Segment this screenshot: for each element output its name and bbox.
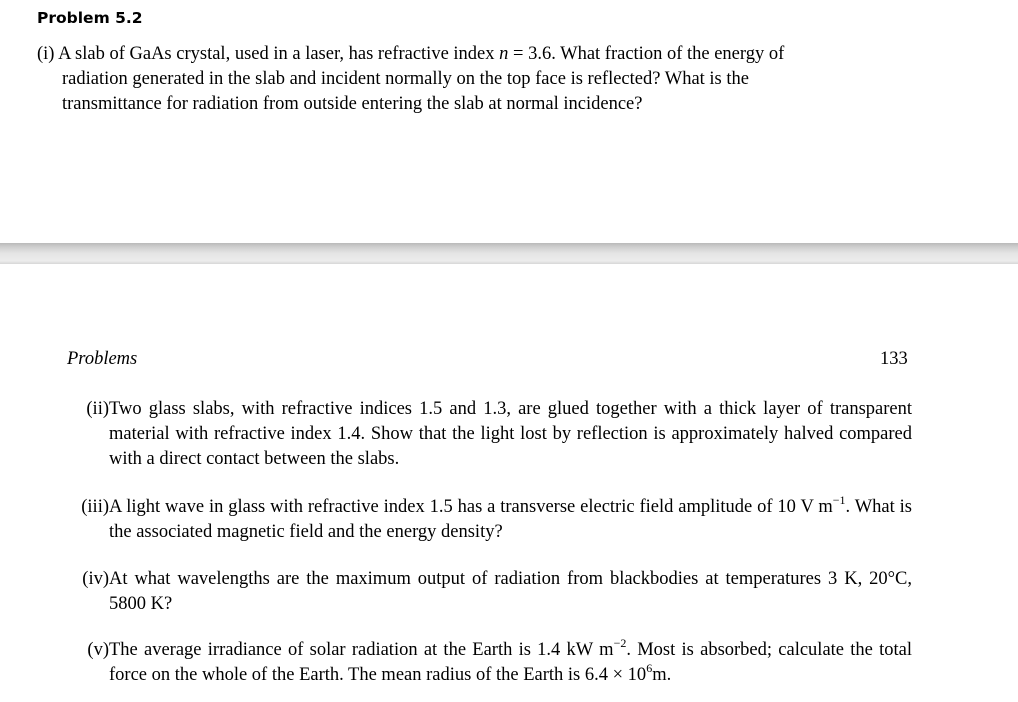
- item-text-b: . Most is absorbed; calculate the total force on the whole of the Earth. The mean radius of the Earth is 6.4 × 10: [109, 640, 912, 685]
- part-i-n-value: = 3.6. What fraction of the energy of: [508, 44, 785, 64]
- running-head: Problems: [67, 349, 138, 369]
- part-i-line1: A slab of GaAs crystal, used in a laser, has refractive index: [58, 44, 500, 64]
- item-text: At what wavelengths are the maximum output of radiation from blackbodies at temperatures 3 K, 20°C, 5800 K?: [109, 569, 912, 614]
- part-i-line3: transmittance for radiation from outside entering the slab at normal incidence?: [62, 94, 643, 114]
- item-number: (iv): [82, 569, 109, 589]
- problem-item-v: [67, 638, 912, 688]
- problem-part-i: [37, 42, 883, 117]
- problem-item-iv: [67, 567, 912, 617]
- item-text: [109, 638, 912, 688]
- item-text-a: A light wave in glass with refractive index 1.5 has a transverse electric field amplitude of 10 V m: [109, 497, 833, 517]
- problem-item-iii: [67, 495, 912, 545]
- exponent: 6: [646, 661, 653, 675]
- exponent: −1: [832, 493, 846, 507]
- exponent: −2: [613, 636, 627, 650]
- item-text-c: m.: [652, 665, 672, 685]
- page-number: 133: [880, 349, 908, 369]
- refractive-index-symbol: n: [499, 44, 509, 64]
- item-text-a: The average irradiance of solar radiation at the Earth is 1.4 kW m: [109, 640, 614, 660]
- page-separator: [0, 243, 1018, 264]
- problem-item-ii: [67, 397, 912, 472]
- item-text: [109, 495, 912, 545]
- part-i-line2: radiation generated in the slab and incident normally on the top face is reflected? What is the: [62, 69, 749, 89]
- item-number: (v): [87, 640, 109, 660]
- item-text: Two glass slabs, with refractive indices 1.5 and 1.3, are glued together with a thick layer of transparent material with refractive index 1.4. Show that the light lost by reflection is approximately halved compared with a direct contact between the slabs.: [109, 399, 912, 469]
- item-text-b: . What is the associated magnetic field and the energy density?: [109, 497, 912, 542]
- item-number: (ii): [86, 399, 109, 419]
- problem-title: Problem 5.2: [37, 9, 143, 27]
- part-i-label: (i): [37, 44, 55, 64]
- item-number: (iii): [81, 497, 109, 517]
